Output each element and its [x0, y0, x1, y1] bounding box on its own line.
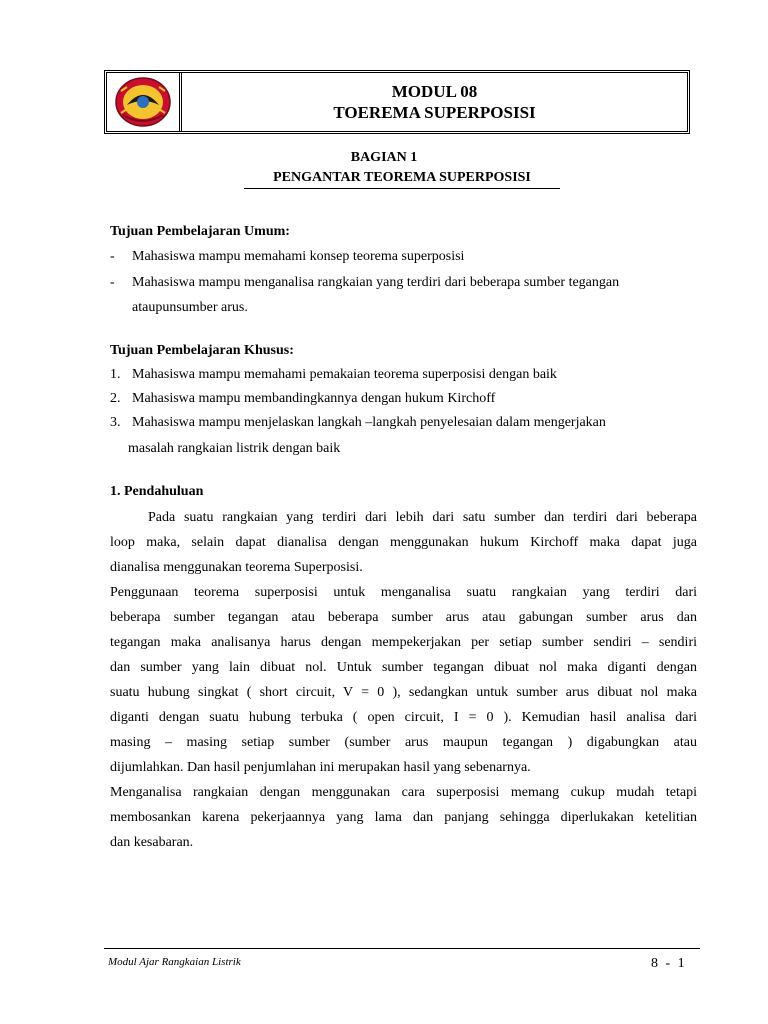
list-item-text: Mahasiswa mampu menganalisa rangkaian yang terdiri dari beberapa sumber tegangan [132, 275, 620, 290]
introduction-paragraph-1 [110, 505, 697, 580]
paragraph-line: suatu hubung singkat ( short circuit, V = 0 ), sedangkan untuk sumber arus dibuat nol maka [110, 685, 697, 700]
introduction-heading: 1. Pendahuluan [110, 484, 204, 499]
institution-logo-cell [107, 73, 182, 131]
paragraph-line: beberapa sumber tegangan atau beberapa sumber arus atau gabungan sumber arus dan [110, 610, 697, 625]
paragraph-line: Menganalisa rangkaian dengan menggunakan cara superposisi memang cukup mudah tetapi [110, 785, 697, 800]
list-item-text: Mahasiswa mampu membandingkannya dengan hukum Kirchoff [132, 391, 496, 406]
list-marker: - [110, 249, 115, 264]
introduction-paragraph-2 [110, 580, 697, 780]
list-item-text-cont: masalah rangkaian listrik dengan baik [128, 441, 341, 456]
list-marker: 3. [110, 415, 121, 430]
paragraph-line: Pada suatu rangkaian yang terdiri dari lebih dari satu sumber dan terdiri dari beberapa [148, 510, 697, 525]
institution-emblem-icon [113, 75, 173, 129]
paragraph-line: masing – masing setiap sumber (sumber arus maupun tegangan ) digabungkan atau [110, 735, 697, 750]
page-number: 8 - 1 [651, 956, 687, 971]
list-marker: 2. [110, 391, 121, 406]
list-marker: 1. [110, 367, 121, 382]
paragraph-line: Penggunaan teorema superposisi untuk menganalisa suatu rangkaian yang terdiri dari [110, 585, 697, 600]
list-item-text: Mahasiswa mampu memahami konsep teorema superposisi [132, 249, 465, 264]
module-title: TOEREMA SUPERPOSISI [333, 103, 536, 122]
paragraph-line: diganti dengan suatu hubung terbuka ( open circuit, I = 0 ). Kemudian hasil analisa dari [110, 710, 697, 725]
paragraph-line: membosankan karena pekerjaannya yang lama dan panjang sehingga diperlukakan ketelitian [110, 810, 697, 825]
general-objectives-heading: Tujuan Pembelajaran Umum: [110, 224, 290, 239]
footer-course-name: Modul Ajar Rangkaian Listrik [108, 956, 241, 968]
specific-objectives-heading: Tujuan Pembelajaran Khusus: [110, 343, 294, 358]
paragraph-line: tegangan maka analisanya harus dengan mempekerjakan per setiap sumber sendiri – sendiri [110, 635, 697, 650]
paragraph-line: dijumlahkan. Dan hasil penjumlahan ini merupakan hasil yang sebenarnya. [110, 760, 531, 775]
module-header [104, 70, 690, 134]
list-item-text-cont: ataupunsumber arus. [132, 300, 248, 315]
list-marker: - [110, 275, 115, 290]
list-item-text: Mahasiswa mampu menjelaskan langkah –langkah penyelesaian dalam mengerjakan [132, 415, 606, 430]
list-item-text: Mahasiswa mampu memahami pemakaian teorema superposisi dengan baik [132, 367, 557, 382]
section-title: PENGANTAR TEOREMA SUPERPOSISI [244, 170, 560, 189]
paragraph-line: dan kesabaran. [110, 835, 194, 850]
module-number: MODUL 08 [391, 82, 478, 101]
paragraph-line: dan sumber yang lain dibuat nol. Untuk sumber tegangan dibuat nol maka diganti dengan [110, 660, 697, 675]
paragraph-line: dianalisa menggunakan teorema Superposisi. [110, 560, 363, 575]
footer-divider [104, 948, 700, 949]
introduction-paragraph-3 [110, 780, 697, 855]
paragraph-line: loop maka, selain dapat dianalisa dengan menggunakan hukum Kirchoff maka dapat juga [110, 535, 697, 550]
module-title-cell [182, 73, 687, 131]
section-part: BAGIAN 1 [350, 150, 418, 165]
